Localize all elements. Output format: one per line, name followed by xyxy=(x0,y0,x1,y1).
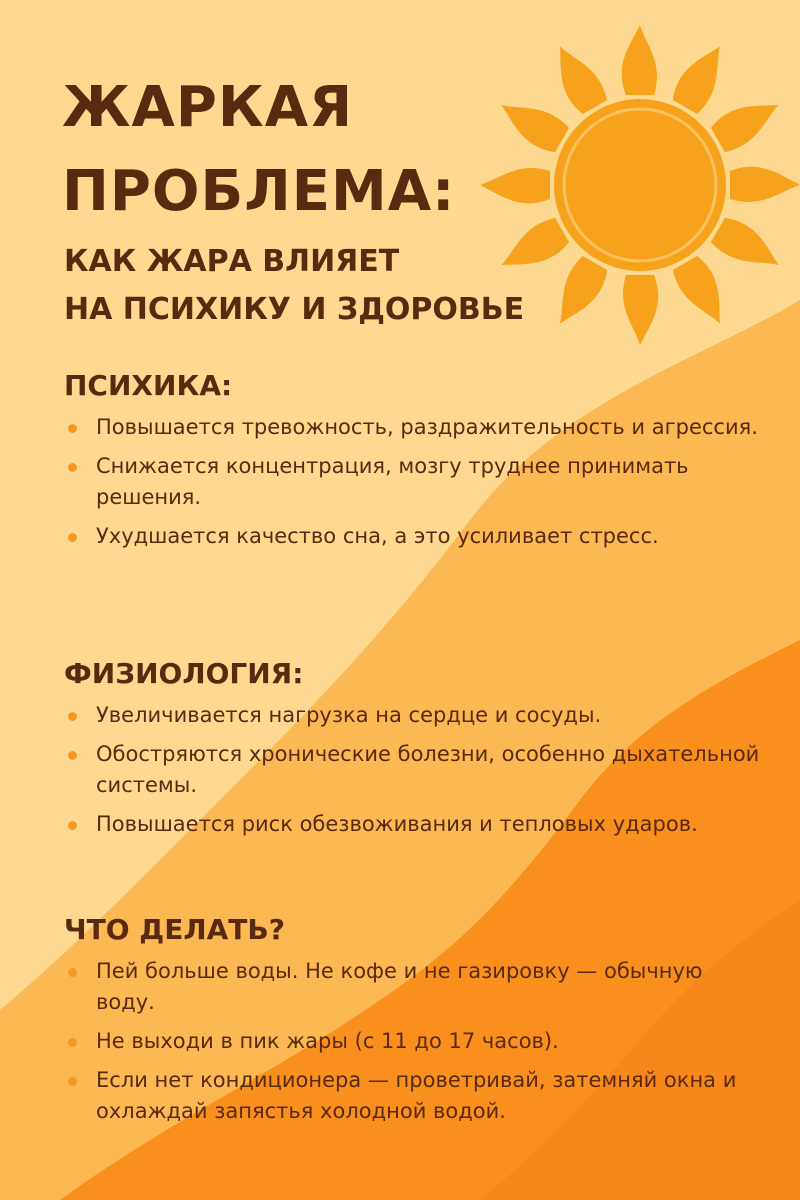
bullet-dot-icon xyxy=(68,712,77,721)
list-item xyxy=(64,956,764,1018)
bullet-list xyxy=(64,956,764,1127)
list-item-text: Обостряются хронические болезни, особенно дыхательной системы. xyxy=(96,742,760,797)
list-item xyxy=(64,521,764,552)
bullet-dot-icon xyxy=(68,424,77,433)
list-item xyxy=(64,809,764,840)
list-item-text: Снижается концентрация, мозгу труднее принимать решения. xyxy=(96,454,689,509)
list-item-text: Ухудшается качество сна, а это усиливает стресс. xyxy=(96,524,659,548)
list-item-text: Повышается риск обезвоживания и тепловых ударов. xyxy=(96,812,698,836)
section-psyche xyxy=(64,366,764,560)
list-item xyxy=(64,412,764,443)
subtitle-line-1: КАК ЖАРА ВЛИЯЕТ xyxy=(64,244,400,279)
bullet-dot-icon xyxy=(68,821,77,830)
title-line-2: ПРОБЛЕМА: xyxy=(62,159,456,224)
title-line-1: ЖАРКАЯ xyxy=(62,75,354,140)
list-item-text: Если нет кондиционера — проветривай, затемняй окна и охлаждай запястья холодной водой. xyxy=(96,1068,737,1123)
bullet-list xyxy=(64,700,764,840)
list-item-text: Увеличивается нагрузка на сердце и сосуды. xyxy=(96,703,602,727)
list-item-text: Пей больше воды. Не кофе и не газировку — обычную воду. xyxy=(96,959,703,1014)
bullet-dot-icon xyxy=(68,1038,77,1047)
section-what-to-do xyxy=(64,910,764,1135)
bullet-list xyxy=(64,412,764,552)
subtitle-line-2: НА ПСИХИКУ И ЗДОРОВЬЕ xyxy=(64,292,525,327)
bullet-dot-icon xyxy=(68,751,77,760)
bullet-dot-icon xyxy=(68,968,77,977)
section-physiology xyxy=(64,654,764,848)
list-item xyxy=(64,700,764,731)
section-title: ПСИХИКА: xyxy=(64,369,233,402)
section-title: ЧТО ДЕЛАТЬ? xyxy=(64,913,285,946)
bullet-dot-icon xyxy=(68,463,77,472)
section-title: ФИЗИОЛОГИЯ: xyxy=(64,657,304,690)
list-item-text: Повышается тревожность, раздражительность и агрессия. xyxy=(96,415,758,439)
list-item xyxy=(64,739,764,801)
list-item xyxy=(64,451,764,513)
list-item-text: Не выходи в пик жары (с 11 до 17 часов). xyxy=(96,1029,559,1053)
list-item xyxy=(64,1026,764,1057)
bullet-dot-icon xyxy=(68,1077,77,1086)
list-item xyxy=(64,1065,764,1127)
bullet-dot-icon xyxy=(68,533,77,542)
